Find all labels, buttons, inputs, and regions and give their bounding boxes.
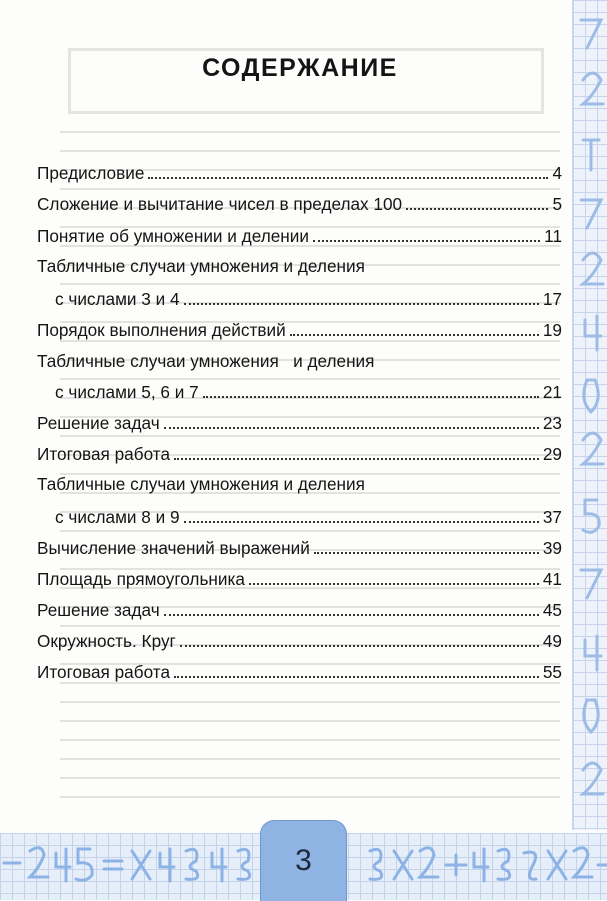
toc-entry-title: Решение задач bbox=[37, 600, 160, 620]
toc-entry[interactable] bbox=[37, 410, 562, 434]
toc-entry[interactable] bbox=[37, 441, 562, 465]
toc-entry-page: 49 bbox=[542, 631, 562, 651]
toc-leader-dots bbox=[180, 645, 539, 647]
toc-entry[interactable] bbox=[37, 286, 562, 310]
toc-entry-page: 41 bbox=[542, 569, 562, 589]
toc-entry-page: 17 bbox=[542, 289, 562, 309]
toc-leader-dots bbox=[174, 676, 539, 678]
toc-entry-title: с числами 5, 6 и 7 bbox=[55, 382, 199, 402]
toc-entry-title: Вычисление значений выражений bbox=[37, 538, 310, 558]
toc-entry-page: 19 bbox=[542, 320, 562, 340]
toc-entry[interactable] bbox=[37, 223, 562, 247]
toc-entry-page: 23 bbox=[542, 413, 562, 433]
toc-entry[interactable] bbox=[37, 379, 562, 403]
toc-leader-dots bbox=[314, 552, 539, 554]
toc-entry-title: Площадь прямоугольника bbox=[37, 569, 245, 589]
handwritten-digits-decoration bbox=[573, 0, 607, 830]
toc-entry-title-line1: Табличные случаи умножения и деления bbox=[37, 256, 365, 276]
toc-entry-title: Итоговая работа bbox=[37, 444, 171, 464]
decorative-grid-strip-right bbox=[572, 0, 607, 830]
toc-entry-page: 11 bbox=[544, 226, 562, 246]
toc-entry-title: Решение задач bbox=[37, 413, 160, 433]
toc-leader-dots bbox=[164, 427, 539, 429]
toc-leader-dots bbox=[406, 208, 548, 210]
toc-entry[interactable] bbox=[37, 535, 562, 559]
toc-leader-dots bbox=[249, 583, 539, 585]
toc-leader-dots bbox=[290, 334, 539, 336]
toc-leader-dots bbox=[148, 177, 548, 179]
toc-entry[interactable] bbox=[37, 659, 562, 683]
toc-leader-dots bbox=[164, 614, 539, 616]
toc-entry-title-line1: Табличные случаи умножения и деления bbox=[37, 474, 365, 494]
toc-leader-dots bbox=[184, 303, 539, 305]
toc-entry[interactable] bbox=[37, 566, 562, 590]
toc-entry-page: 21 bbox=[542, 382, 562, 402]
toc-entry-title: Сложение и вычитание чисел в пределах 100 bbox=[37, 194, 403, 214]
toc-entry-title: Итоговая работа bbox=[37, 662, 171, 682]
toc-entry-page: 5 bbox=[552, 194, 562, 214]
toc-leader-dots bbox=[184, 521, 539, 523]
toc-entry-page: 29 bbox=[542, 444, 562, 464]
toc-leader-dots bbox=[203, 396, 539, 398]
toc-leader-dots bbox=[174, 458, 539, 460]
toc-entry[interactable] bbox=[37, 628, 562, 652]
toc-entry[interactable] bbox=[37, 160, 562, 184]
toc-entry-page: 4 bbox=[552, 163, 562, 183]
toc-entry-title: Предисловие bbox=[37, 163, 145, 183]
toc-entry-title: с числами 3 и 4 bbox=[55, 289, 180, 309]
toc-entry-page: 37 bbox=[542, 507, 562, 527]
toc-leader-dots bbox=[313, 240, 540, 242]
toc-entry-title: Окружность. Круг bbox=[37, 631, 176, 651]
toc-entry[interactable] bbox=[37, 191, 562, 215]
toc-title: СОДЕРЖАНИЕ bbox=[202, 54, 398, 82]
toc-entry-page: 39 bbox=[542, 538, 562, 558]
page-number: 3 bbox=[260, 820, 347, 901]
toc-entry-page: 55 bbox=[542, 662, 562, 682]
toc-entry[interactable] bbox=[37, 504, 562, 528]
toc-entry[interactable] bbox=[37, 597, 562, 621]
toc-entry-title: Понятие об умножении и делении bbox=[37, 226, 309, 246]
toc-entry-title: Порядок выполнения действий bbox=[37, 320, 286, 340]
toc-entry-title: с числами 8 и 9 bbox=[55, 507, 180, 527]
toc-entry-title-line1: Табличные случаи умножения и деления bbox=[37, 351, 375, 371]
toc-entry[interactable] bbox=[37, 317, 562, 341]
toc-entry-page: 45 bbox=[542, 600, 562, 620]
